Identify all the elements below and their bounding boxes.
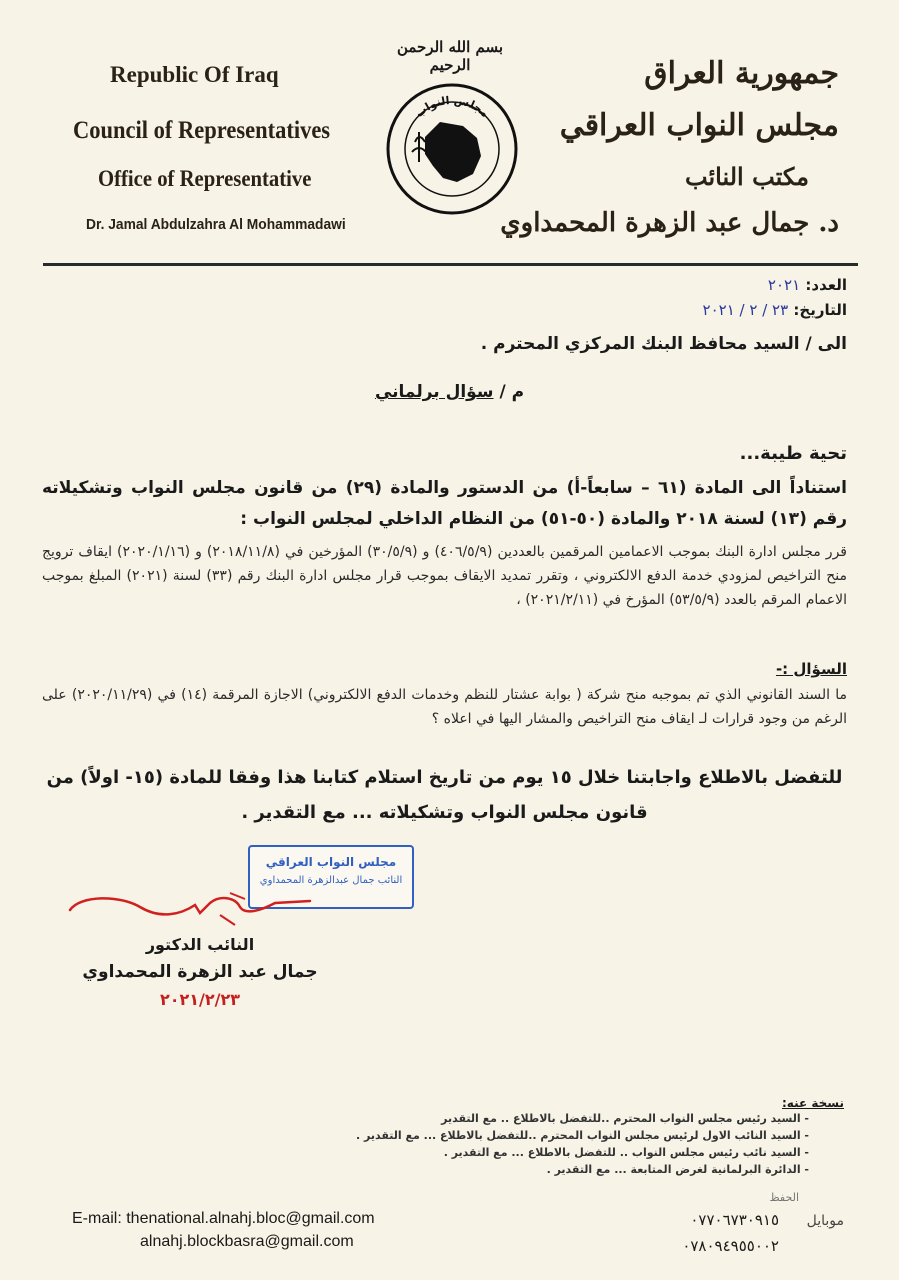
greeting: تحية طيبة...: [739, 443, 847, 464]
basmala: بسم الله الرحمن الرحيم: [396, 38, 504, 74]
reference-number-value: ٢٠٢١: [767, 276, 801, 294]
header-arabic-office: مكتب النائب: [684, 162, 809, 191]
stamp-line-2: النائب جمال عبدالزهرة المحمداوي: [259, 875, 403, 886]
header-arabic-council: مجلس النواب العراقي: [559, 108, 839, 143]
handwritten-signature: [60, 885, 320, 935]
question-heading: السؤال :-: [775, 660, 847, 678]
cc-item: - الدائرة البرلمانية لغرض المتابعة ... مع التقدير .: [546, 1163, 809, 1176]
request-paragraph: للتفضل بالاطلاع واجابتنا خلال ١٥ يوم من تاريخ استلام كتابنا هذا وفقا للمادة (١٥- اولاً) من قانون مجلس النواب وتشكيلاته ... مع التقدير .: [46, 767, 843, 823]
council-logo: [385, 82, 520, 217]
recipient-line: الى / السيد محافظ البنك المركزي المحترم .: [480, 334, 847, 354]
reference-number: [760, 276, 847, 294]
svg-text:مجلس النواب: مجلس النواب: [412, 93, 492, 121]
reference-date: [697, 301, 847, 319]
question-paragraph: ما السند القانوني الذي تم بموجبه منح شركة ( بوابة عشتار للنظم وخدمات الدفع الالكتروني) الاجازة المرقمة (١٤) في (٢٠٢٠/١١/٢٩) على الرغم من وجود قرارات لـ ايقاف منح التراخيص والمشار اليها في اعلاه ؟: [42, 687, 848, 727]
footer-email-primary: [72, 1210, 375, 1228]
cc-item: - السيد النائب الاول لرئيس مجلس النواب المحترم ..للتفضل بالاطلاع ... مع التقدير .: [356, 1129, 809, 1142]
footer-phone-1: ٠٧٧٠٦٧٣٠٩١٥: [690, 1211, 779, 1229]
footer-email-secondary: alnahj.blockbasra@gmail.com: [140, 1233, 354, 1250]
subject-value: سؤال برلماني: [374, 382, 494, 402]
signatory-title: النائب الدكتور: [145, 935, 255, 954]
reference-number-label: العدد:: [805, 276, 847, 294]
reference-date-value: ٢٣ / ٢ / ٢٠٢١: [702, 301, 789, 319]
cc-item: - السيد نائب رئيس مجلس النواب .. للتفضل بالاطلاع ... مع التقدير .: [443, 1146, 809, 1159]
cc-label: نسخة عنه:: [782, 1096, 844, 1110]
footer-email-label: E-mail:: [72, 1210, 122, 1227]
header-arabic-representative-name: د. جمال عبد الزهرة المحمداوي: [500, 208, 839, 238]
context-paragraph: قرر مجلس ادارة البنك بموجب الاعمامين المرقمين بالعددين (٤٠٦/٥/٩) و (٣٠/٥/٩) المؤرخين في (٢٠١٨/١١/٨) و (٢٠٢٠/١/١٦) ايقاف ترويج منح التراخيص لمزودي خدمة الدفع الالكتروني ، وتقرر تمديد الايقاف بموجب قرار مجلس ادارة البنك رقم (٣٣) لسنة (٢٠٢١) المبلغ بموجب الاعمام المرقم بالعدد (٥٣/٥/٩) المؤرخ في (٢٠٢١/٢/١١) ،: [42, 544, 848, 608]
signature-date-value: ٢٠٢١/٢/٢٣: [159, 990, 241, 1009]
header-english-country: Republic Of Iraq: [110, 62, 279, 87]
header-english-council: Council of Representatives: [73, 117, 331, 144]
stamp-line-1: مجلس النواب العراقي: [265, 855, 397, 869]
footer-phone-label: موبايل: [806, 1213, 844, 1229]
footer-phone-2: ٠٧٨٠٩٤٩٥٥٠٠٢: [682, 1237, 779, 1255]
footer-email-value-1: thenational.alnahj.bloc@gmail.com: [126, 1210, 375, 1227]
header-english-office: Office of Representative: [98, 166, 312, 191]
header-english-representative-name: Dr. Jamal Abdulzahra Al Mohammadawi: [86, 216, 346, 233]
header-arabic-country: جمهورية العراق: [644, 56, 839, 91]
cc-archive: الحفظ: [769, 1191, 799, 1204]
reference-date-label: التاريخ:: [793, 301, 847, 319]
signature-date: [130, 990, 270, 1009]
subject-line: [0, 382, 899, 402]
signatory-name: جمال عبد الزهرة المحمداوي: [82, 962, 318, 982]
header-divider: [43, 263, 858, 266]
cc-item: - السيد رئيس مجلس النواب المحترم ..للتفضل بالاطلاع .. مع التقدير: [441, 1112, 809, 1125]
subject-prefix: م /: [499, 382, 525, 402]
cc-list: [349, 1110, 809, 1178]
legal-basis-paragraph: استناداً الى المادة (٦١ – سابعاً-أ) من الدستور والمادة (٢٩) من قانون مجلس النواب وتشكيلاته رقم (١٣) لسنة ٢٠١٨ والمادة (٥٠-٥١) من النظام الداخلي لمجلس النواب :: [42, 478, 847, 529]
